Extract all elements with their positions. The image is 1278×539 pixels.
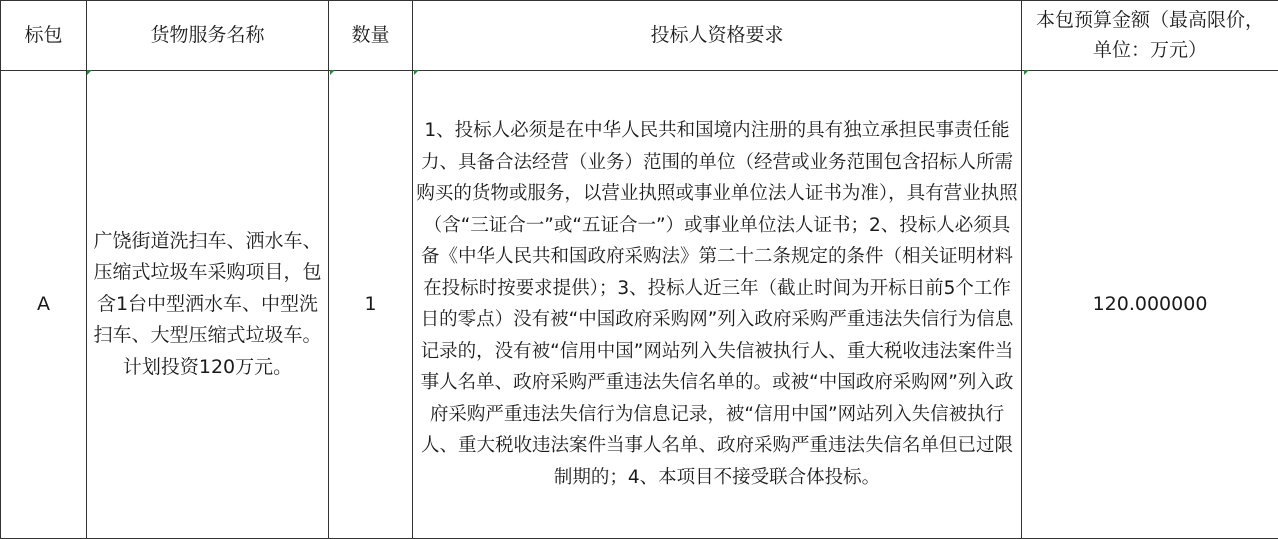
- cell-marker: [87, 70, 92, 75]
- header-requirements: 投标人资格要求: [413, 1, 1022, 71]
- cell-marker: [1024, 70, 1029, 75]
- cell-marker: [414, 70, 419, 75]
- header-budget: [1022, 1, 1278, 71]
- header-row: [1, 1, 1278, 71]
- lot-cell: A: [1, 70, 87, 538]
- quantity-cell: 1: [329, 70, 413, 538]
- cell-marker: [330, 70, 335, 75]
- header-item-name: 货物服务名称: [87, 1, 329, 71]
- item-name-cell: 广饶街道洗扫车、洒水车、压缩式垃圾车采购项目，包含1台中型洒水车、中型洗扫车、大型压缩式垃圾车。计划投资120万元。: [87, 70, 329, 538]
- header-budget-label: 本包预算金额（最高限价，单位：万元）: [1035, 9, 1264, 62]
- table-row: [1, 70, 1278, 538]
- requirements-cell: 1、投标人必须是在中华人民共和国境内注册的具有独立承担民事责任能力、具备合法经营（业务）范围的单位（经营或业务范围包含招标人所需购买的货物或服务，以营业执照或事业单位法人证书为准），具有营业执照（含“三证合一”或“五证合一”）或事业单位法人证书；2、投标人必须具备《中华人民共和国政府采购法》第二十二条规定的条件（相关证明材料在投标时按要求提供）；3、投标人近三年（截止时间为开标日前5个工作日的零点）没有被“中国政府采购网”列入政府采购严重违法失信行为信息记录的，没有被“信用中国”网站列入失信被执行人、重大税收违法案件当事人名单、政府采购严重违法失信名单的。或被“中国政府采购网”列入政府采购严重违法失信行为信息记录，被“信用中国”网站列入失信被执行人、重大税收违法案件当事人名单、政府采购严重违法失信名单但已过限制期的；4、本项目不接受联合体投标。: [413, 70, 1022, 538]
- header-lot: 标包: [1, 1, 87, 71]
- budget-cell: 120.000000: [1022, 70, 1278, 538]
- header-quantity: 数量: [329, 1, 413, 71]
